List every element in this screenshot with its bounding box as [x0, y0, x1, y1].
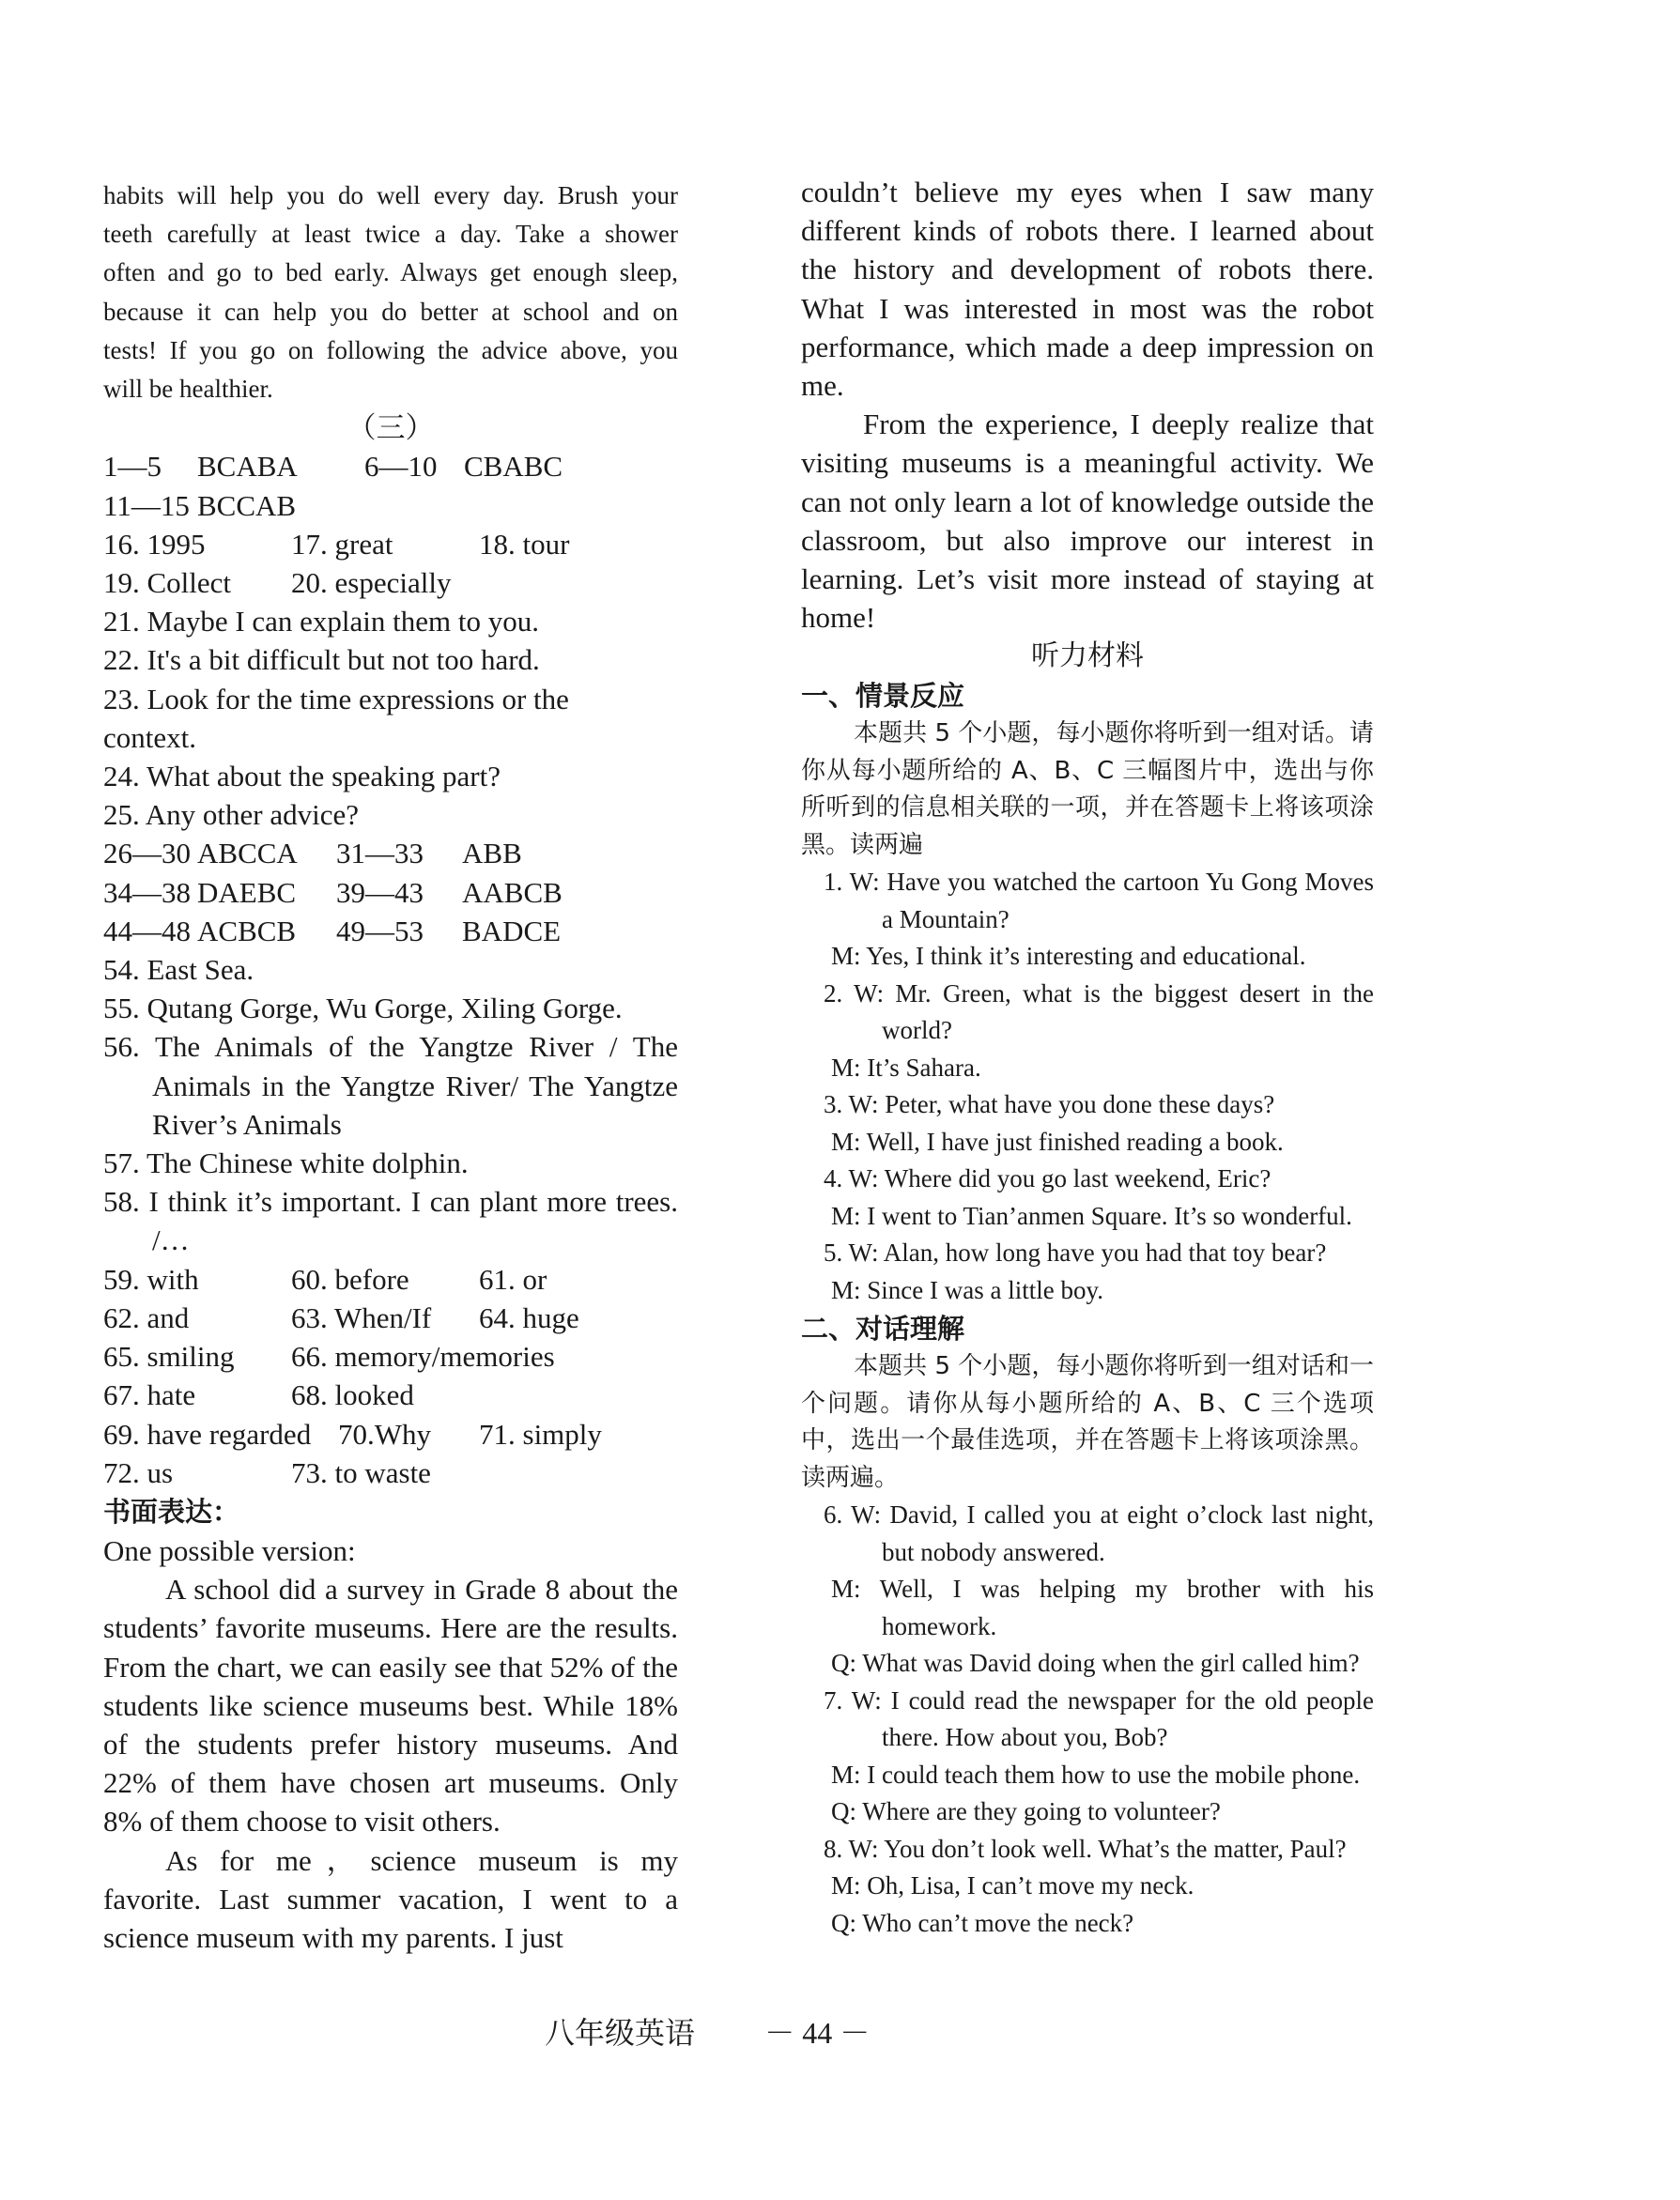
fill-answer: 65. smiling [103, 1340, 235, 1374]
text-line: because it can help you do better at school and on [103, 297, 678, 326]
answer-key: AABCB [462, 875, 563, 909]
sentence-answer: 56. The Animals of the Yangtze River / The Animals in the Yangtze River/ The Yangtze River’s Animals [103, 1030, 678, 1141]
answer-range: 11—15 [103, 488, 190, 522]
dialogue-line-w: 6. W: David, I called you at eight o’clock last night, but nobody answered. [824, 1500, 1374, 1566]
sentence-answer: 24. What about the speaking part? [103, 760, 501, 793]
dialogue [801, 1235, 1374, 1309]
dialogue [801, 1683, 1374, 1831]
answer-row [103, 486, 678, 525]
sentence-group-a [103, 602, 678, 834]
answer-range: 26—30 [103, 837, 191, 870]
dialogue-line-q: Q: Where are they going to volunteer? [831, 1797, 1221, 1826]
fill-answer: 17. great [291, 527, 393, 561]
sentence-answer: 55. Qutang Gorge, Wu Gorge, Xiling Gorge. [103, 992, 623, 1025]
answer-key: BCABA [197, 450, 298, 484]
dialogue-line-m: M: Oh, Lisa, I can’t move my neck. [831, 1871, 1194, 1900]
dialogue-line-q: Q: Who can’t move the neck? [831, 1908, 1134, 1937]
fill-row [103, 1260, 678, 1299]
answer-key: DAEBC [197, 875, 297, 909]
dialogue-line-w: 1. W: Have you watched the cartoon Yu Gong Moves a Mountain? [824, 868, 1374, 933]
text-line: habits will help you do well every day. Brush your [103, 181, 678, 209]
dialogue-line-q: Q: What was David doing when the girl called him? [831, 1649, 1360, 1678]
dialogue-line-m: M: I could teach them how to use the mobile phone. [831, 1760, 1361, 1789]
dialogue [801, 864, 1374, 976]
book-title: 八年级英语 [545, 2015, 696, 2051]
sentence-group-b [103, 950, 678, 1260]
fill-row [103, 1376, 678, 1414]
fill-row [103, 1337, 678, 1376]
dialogue-line-w: 2. W: Mr. Green, what is the biggest desert in the world? [824, 978, 1374, 1045]
fill-row [103, 1299, 678, 1337]
text-line: often and go to bed early. Always get enough sleep, [103, 258, 678, 287]
part2-instructions: 本题共 5 个小题，每小题你将听到一组对话和一个问题。请你从每小题所给的 A、B、C 三个选项中，选出一个最佳选项，并在答题卡上将该项涂黑。读两遍。 [801, 1352, 1374, 1492]
part1-title: 一、情景反应 [801, 680, 965, 713]
dialogue-line-m: M: Yes, I think it’s interesting and educational. [831, 942, 1306, 971]
dialogue [801, 1831, 1374, 1943]
essay-paragraph: From the experience, I deeply realize that visiting museums is a meaningful activity. We can not only learn a lot of knowledge outside the classroom, but also improve our interest in learning. Let’s visit more instead of staying at home! [801, 408, 1374, 635]
fill-answer: 19. Collect [103, 566, 232, 600]
answer-range: 31—33 [336, 837, 424, 870]
sentence-answer: 23. Look for the time expressions or the context. [103, 682, 569, 754]
essay-paragraph: As for me，science museum is my favorite. Last summer vacation, I went to a science museum with my parents. I just [103, 1843, 678, 1954]
page-number: － 44 － [764, 2016, 871, 2050]
answer-group-a [103, 447, 678, 524]
sentence-answer: 22. It's a bit difficult but not too hard. [103, 643, 540, 677]
dialogue-line-m: M: Well, I was helping my brother with his homework. [831, 1575, 1374, 1640]
writing-version: One possible version: [103, 1533, 356, 1567]
answer-row [103, 834, 678, 872]
dialogue-line-w: 3. W: Peter, what have you done these days? [824, 1090, 1275, 1119]
essay-paragraph: A school did a survey in Grade 8 about the students’ favorite museums. Here are the results. From the chart, we can easily see that 52% of the students like science museums best. While 18% of the students prefer history museums. And 22% of them have chosen art museums. Only 8% of them choose to visit others. [103, 1573, 678, 1838]
fill-answer: 62. and [103, 1300, 190, 1334]
sentence-answer: 25. Any other advice? [103, 798, 360, 832]
section-title: （三） [347, 411, 435, 445]
fill-answer: 66. memory/memories [291, 1340, 555, 1374]
fill-answer: 67. hate [103, 1378, 196, 1412]
dialogue [801, 1086, 1374, 1161]
answer-key: BADCE [462, 914, 562, 947]
left-column [103, 177, 678, 1957]
answer-range: 44—48 [103, 914, 191, 947]
fill-answer: 63. When/If [291, 1300, 432, 1334]
right-column [801, 173, 1374, 1942]
dialogue-line-w: 4. W: Where did you go last weekend, Eric? [824, 1164, 1272, 1193]
intro-paragraph [103, 177, 678, 408]
listening-title: 听力材料 [1031, 639, 1144, 673]
dialogue-line-m: M: It’s Sahara. [831, 1053, 981, 1082]
answer-range: 39—43 [336, 875, 424, 909]
fill-answer: 16. 1995 [103, 527, 206, 561]
fill-answer: 70.Why [338, 1417, 432, 1451]
dialogue [801, 976, 1374, 1087]
fill-group-b [103, 1260, 678, 1492]
fill-row [103, 563, 678, 602]
fill-answer: 72. us [103, 1455, 174, 1489]
part1-instructions: 本题共 5 个小题，每小题你将听到一组对话。请你从每小题所给的 A、B、C 三幅图片中，选出与你所听到的信息相关联的一项，并在答题卡上将该项涂黑。读两遍 [801, 719, 1374, 859]
part2-title: 二、对话理解 [801, 1313, 965, 1346]
part2-dialogues [801, 1497, 1374, 1942]
dialogue-line-m: M: Well, I have just finished reading a book. [831, 1127, 1284, 1156]
sentence-answer: 54. East Sea. [103, 953, 254, 987]
dialogue [801, 1161, 1374, 1235]
writing-title: 书面表达： [103, 1495, 240, 1528]
dialogue-line-w: 7. W: I could read the newspaper for the old people there. How about you, Bob? [824, 1685, 1374, 1752]
fill-answer: 60. before [291, 1262, 409, 1296]
fill-answer: 69. have regarded [103, 1417, 312, 1451]
dialogue-line-w: 8. W: You don’t look well. What’s the matter, Paul? [824, 1834, 1347, 1863]
fill-answer: 18. tour [479, 527, 570, 561]
answer-row [103, 447, 678, 485]
dialogue-line-w: 5. W: Alan, how long have you had that toy bear? [824, 1238, 1327, 1268]
answer-range: 49—53 [336, 914, 424, 947]
sentence-answer: 21. Maybe I can explain them to you. [103, 605, 540, 638]
text-line: will be healthier. [103, 375, 273, 404]
fill-group-a [103, 525, 678, 602]
fill-answer: 20. especially [291, 566, 452, 600]
essay-paragraph-continued: couldn’t believe my eyes when I saw many different kinds of robots there. I learned about the history and development of robots there. What I was interested in most was the robot performance, which made a deep impression on me. [801, 176, 1374, 403]
fill-answer: 73. to waste [291, 1455, 431, 1489]
fill-row [103, 525, 678, 563]
answer-range: 1—5 [103, 450, 162, 484]
fill-row [103, 1415, 678, 1454]
answer-row [103, 873, 678, 912]
answer-key: ABB [462, 837, 522, 870]
answer-group-b [103, 834, 678, 950]
fill-answer: 59. with [103, 1262, 199, 1296]
fill-answer: 64. huge [479, 1300, 579, 1334]
part1-dialogues [801, 864, 1374, 1309]
answer-key: ABCCA [197, 837, 298, 870]
dialogue-line-m: M: I went to Tian’anmen Square. It’s so wonderful. [831, 1201, 1352, 1230]
text-line: tests! If you go on following the advice above, you [103, 335, 678, 364]
sentence-answer: 57. The Chinese white dolphin. [103, 1146, 469, 1180]
answer-range: 34—38 [103, 875, 191, 909]
fill-answer: 61. or [479, 1262, 547, 1296]
fill-row [103, 1454, 678, 1492]
fill-answer: 68. looked [291, 1378, 414, 1412]
answer-key: BCCAB [197, 488, 297, 522]
sentence-answer: 58. I think it’s important. I can plant more trees. /… [103, 1185, 678, 1257]
page-footer [545, 2009, 870, 2053]
answer-key: CBABC [464, 450, 563, 484]
answer-key: ACBCB [197, 914, 297, 947]
answer-range: 6—10 [364, 450, 438, 484]
dialogue [801, 1497, 1374, 1683]
answer-row [103, 912, 678, 950]
fill-answer: 71. simply [479, 1417, 602, 1451]
dialogue-line-m: M: Since I was a little boy. [831, 1275, 1103, 1304]
text-line: teeth carefully at least twice a day. Take a shower [103, 220, 678, 249]
